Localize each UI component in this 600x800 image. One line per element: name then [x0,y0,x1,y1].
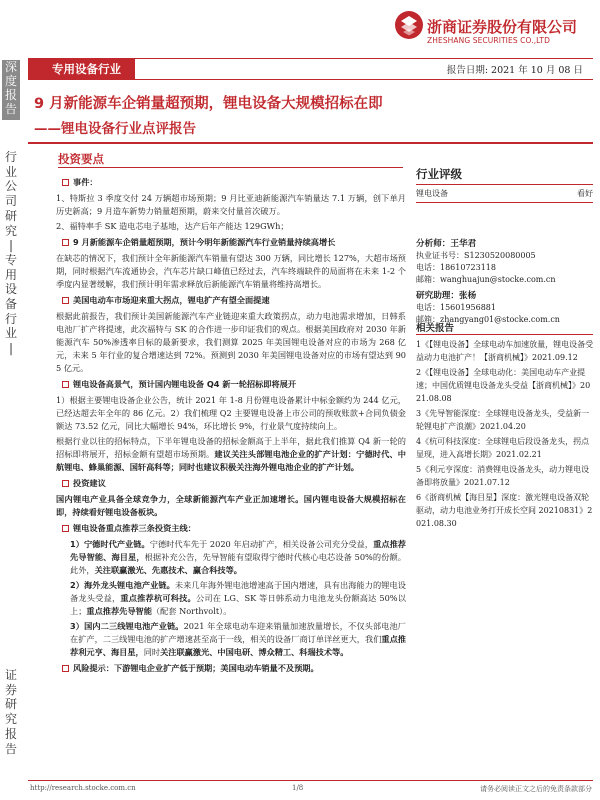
related-report-item[interactable]: 2《【锂电设备】全球电动化：美国电动车产业提速；中国优质锂电设备龙头受益【浙商机械】》2021.08.08 [416,367,591,404]
rating-divider [416,184,593,185]
paragraph: 根据行业以往的招标特点，下半年锂电设备的招标金额高于上半年，据此我们推算 Q4 新一轮的招标即将展开，招标金额有望超市场预期。建议关注头部锂电池企业的扩产计划：宁德时代、中航锂电、蜂巢能源、国轩高科等；同时也建议积极关注海外锂电池企业的扩产计划。 [56,436,406,472]
checkbox-bullet-icon [62,480,69,487]
paragraph: 根据此前报告，我们预计美国新能源汽车产业链迎来重大政策拐点，动力电池需求增加，日韩系电池厂扩产将提速，此次福特与 SK 的合作进一步印证我们的观点。根据美国政府对 2030 年新能源汽车 50%渗透率目标的最新要求，我们测算 2025 年美国锂电设备对应的市场为 268 亿元，未来 5 年行业的复合增速达到 72%。预测到 2030 年美国锂电设备对应的市场有望达到 905 亿元。 [56,311,406,373]
related-divider [416,334,593,335]
side-label-industry-research: 行 业 公 司 研 究 | 专 用 设 备 行 业 | [4,150,17,356]
analyst-block [416,238,596,286]
paragraph: 2）海外龙头锂电池产业链。未来几年海外锂电池增速高于国内增速，具有出海能力的锂电设备龙头受益，重点推荐杭可科技。公司在 LG、SK 等日韩系动力电池龙头份额高达 50%以上；重点推荐先导智能（配套 Northvolt）。 [70,580,406,616]
assistant-name: 研究助理：张杨 [416,291,477,301]
footer-url[interactable]: http://research.stocke.com.cn [30,784,136,792]
category-label: 专用设备行业 [28,59,135,79]
checkbox-bullet-icon [62,381,69,388]
company-logo-icon [394,10,424,40]
analyst-email[interactable]: 邮箱：wanghuajun@stocke.com.cn [416,275,556,284]
paragraph: 国内锂电产业具备全球竞争力，全球新能源汽车产业正加速增长。国内锂电设备大规模招标在即，持续看好锂电设备板块。 [56,494,406,517]
paragraph: 1）根据主要锂电设备企业公告，统计 2021 年 1-8 月份锂电设备累计中标金额约为 244 亿元，已经达超去年全年的 86 亿元。2）我们梳理 Q2 主要锂电设备上市公司的预收账款+合同负债金额达 73.52 亿元，同比大幅增长 94%，环比增长 9%，行业景气度持续向上。 [56,395,406,431]
category-bar [28,58,593,80]
section-equipment-boom: 锂电设备高景气，预计国内锂电设备 Q4 新一轮招标即将展开 [56,378,406,391]
paragraph: 2、福特率手 SK 造电芯电子基地，达产后年产能达 129GWh； [56,221,289,231]
related-reports-heading: 相关报告 [416,323,455,334]
report-title: 9 月新能源车企销量超预期，锂电设备大规模招标在即 [34,96,383,112]
related-report-item[interactable]: 3《先导智能深度：全球锂电设备龙头，受益新一轮锂电扩产浪潮》2021.04.20 [416,409,590,432]
paragraph: 1）宁德时代产业链。宁德时代车先于 2020 年启动扩产，相关设备公司充分受益，重点推荐先导智能、海目星，根据补充公告，先导智能有望取得宁德时代核心电芯设备 50%的份额。此外，关注联赢激光、先惠技术、赢合科技等。 [70,539,406,575]
section-us-market: 美国电动车市场迎来重大拐点，锂电扩产有望全面提速 [56,294,406,307]
company-name-cn: 浙商证券股份有限公司 [427,18,578,36]
paragraph: 3）国内二三线锂电池产业链。2021 年全球电动车迎来销量加速放量增长，不仅头部电池厂在扩产，二三线锂电池的扩产增速甚至高于一线，相关的设备厂商订单详丝更大，我们重点推荐利元亨、海目星，同时关注联赢激光、中国电研、博众精工、科瑞技术等。 [70,621,406,657]
page-number: 1/8 [292,784,304,792]
analyst-tel: 电话：18610723118 [416,263,496,272]
rating-divider-bottom [416,202,593,203]
checkbox-bullet-icon [62,525,69,532]
report-subtitle: ——锂电设备行业点评报告 [34,121,196,137]
related-report-item[interactable]: 6《浙商机械【海目星】深度：激光锂电设备双轮驱动，动力电池业务打开成长空间 20210831》2021.08.30 [416,492,593,529]
company-logo [394,8,594,48]
footer-divider [28,780,593,781]
section-investment-advice: 投资建议 [56,477,406,490]
analyst-name: 分析师：王华君 [416,239,477,249]
company-name-en: ZHESHANG SECURITIES CO.,LTD [427,36,550,45]
industry-rating-heading: 行业评级 [416,167,462,181]
checkbox-bullet-icon [62,179,69,186]
section-event: 事件： [56,176,406,189]
footer-disclaimer: 请务必阅读正文之后的免责条款部分 [480,785,592,793]
paragraph: 1、特斯拉 3 季度交付 24 万辆超市场预期；9 月比亚迪新能源汽车销量达 7.1 万辆，创下单月历史新高；9 月造车新势力销量超预期，蔚来交付量首次破万。 [56,193,406,216]
side-label-deep-report: 深 度 报 告 [2,60,20,120]
side-label-securities-research: 证 券 研 究 报 告 [4,668,17,756]
checkbox-bullet-icon [62,239,69,246]
section-three-lines: 锂电设备重点推荐三条投资主线： [56,522,406,535]
checkbox-bullet-icon [62,665,69,672]
related-report-item[interactable]: 4《杭可科技深度：全球锂电后段设备龙头，拐点显现，进入高增长期》2021.02.21 [416,436,590,460]
assistant-tel: 电话：15601956881 [416,303,496,312]
rating-label: 锂电设备 [416,189,448,198]
section-sales: 9 月新能源车企销量超预期，预计今明年新能源汽车行业销量持续高增长 [56,236,406,249]
analyst-cert: 执业证书号：S1230520080005 [416,251,536,260]
report-date: 报告日期: 2021 年 10 月 08 日 [446,65,583,76]
checkbox-bullet-icon [62,297,69,304]
rating-row [416,188,593,199]
assistant-email[interactable]: 邮箱：zhangyang01@stocke.com.cn [416,315,560,324]
investment-divider [58,167,403,168]
main-body [56,173,406,678]
related-reports-list [416,338,594,532]
investment-points-heading: 投资要点 [58,152,104,166]
section-risk: 风险提示：下游锂电企业扩产低于预期；美国电动车销量不及预期。 [56,662,406,675]
title-divider [28,142,593,144]
paragraph: 在缺芯的情况下，我们预计全年新能源汽车销量有望达 300 万辆，同比增长 127%，大超市场预期，同时根据汽车流通协会，汽车芯片缺口峰值已经过去，汽车终端缺件的局面将在未来 1-2 个季度内显著缓解，我们预计明年需求释放后新能源汽车销量将维持高增长。 [56,253,406,289]
related-report-item[interactable]: 5《利元亨深度：消费锂电设备龙头，动力锂电设备即将放量》2021.07.12 [416,464,590,488]
rating-value: 看好 [577,189,593,198]
related-report-item[interactable]: 1《【锂电设备】全球电动车加速放量，锂电设备受益动力电池扩产！【浙商机械】》2021.09.12 [416,340,594,363]
